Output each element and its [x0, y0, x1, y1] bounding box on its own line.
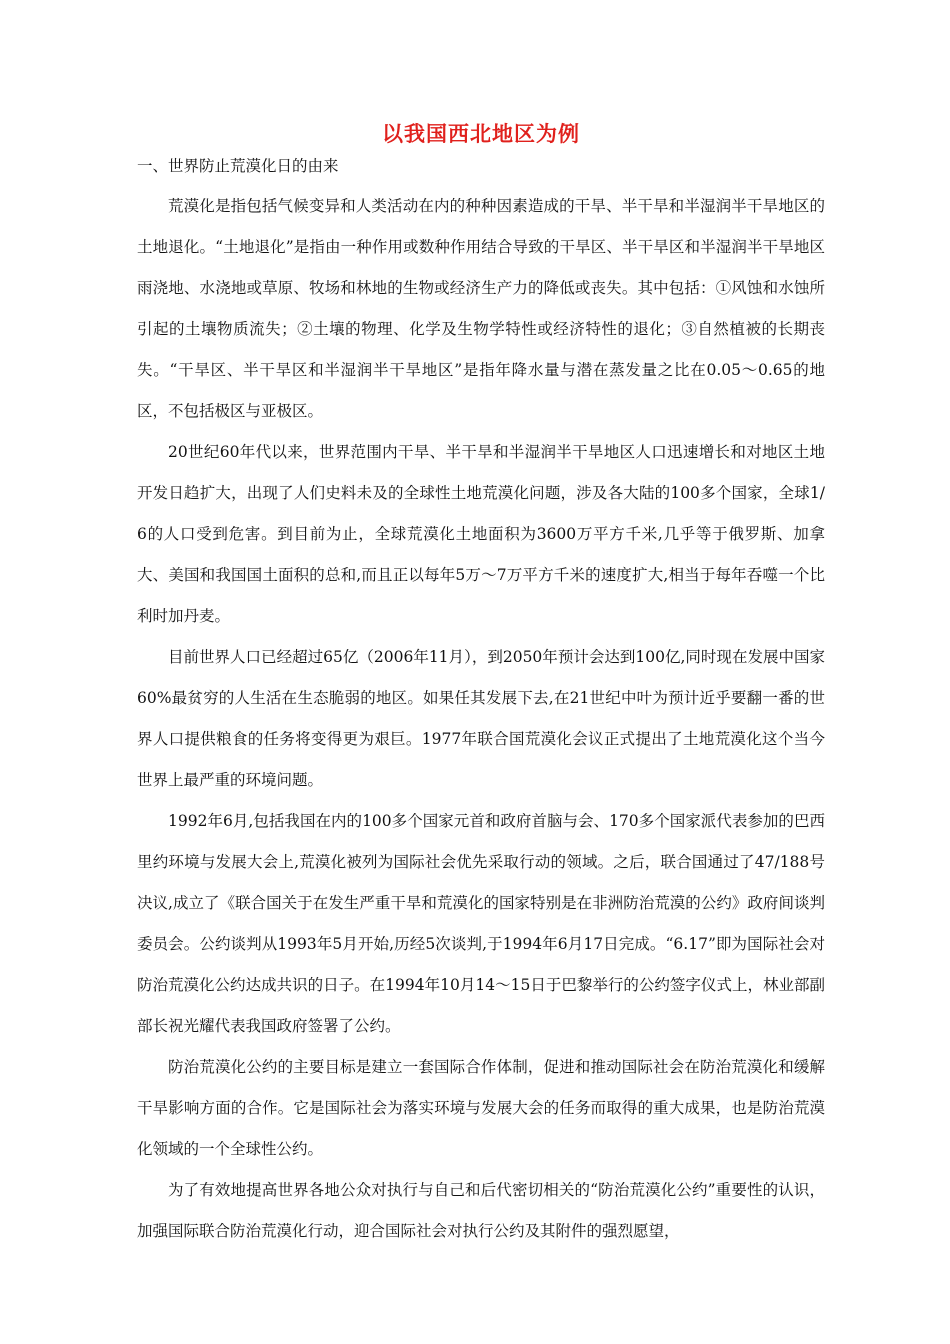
document-body — [137, 118, 825, 1252]
paragraph-4: 1992年6月,包括我国在内的100多个国家元首和政府首脑与会、170多个国家派代表参加的巴西里约环境与发展大会上,荒漠化被列为国际社会优先采取行动的领域。之后，联合国通过了47/188号决议,成立了《联合国关于在发生严重干旱和荒漠化的国家特别是在非洲防治荒漠的公约》政府间谈判委员会。公约谈判从1993年5月开始,历经5次谈判,于1994年6月17日完成。“6.17”即为国际社会对防治荒漠化公约达成共识的日子。在1994年10月14～15日于巴黎举行的公约签字仪式上，林业部副部长祝光耀代表我国政府签署了公约。 — [137, 812, 825, 1035]
paragraph-3: 目前世界人口已经超过65亿（2006年11月），到2050年预计会达到100亿,同时现在发展中国家60%最贫穷的人生活在生态脆弱的地区。如果任其发展下去,在21世纪中叶为预计近乎要翻一番的世界人口提供粮食的任务将变得更为艰巨。1977年联合国荒漠化会议正式提出了土地荒漠化这个当今世界上最严重的环境问题。 — [137, 648, 825, 789]
paragraph-1: 荒漠化是指包括气候变异和人类活动在内的种种因素造成的干旱、半干旱和半湿润半干旱地区的土地退化。“土地退化”是指由一种作用或数种作用结合导致的干旱区、半干旱区和半湿润半干旱地区雨浇地、水浇地或草原、牧场和林地的生物或经济生产力的降低或丧失。其中包括：①风蚀和水蚀所引起的土壤物质流失；②土壤的物理、化学及生物学特性或经济特性的退化；③自然植被的长期丧失。“干旱区、半干旱区和半湿润半干旱地区”是指年降水量与潜在蒸发量之比在0.05～0.65的地区，不包括极区与亚极区。 — [137, 197, 825, 420]
paragraph-6: 为了有效地提高世界各地公众对执行与自己和后代密切相关的“防治荒漠化公约”重要性的认识，加强国际联合防治荒漠化行动，迎合国际社会对执行公约及其附件的强烈愿望， — [137, 1181, 825, 1240]
document-title: 以我国西北地区为例 — [382, 121, 580, 146]
paragraph-5: 防治荒漠化公约的主要目标是建立一套国际合作体制，促进和推动国际社会在防治荒漠化和缓解干旱影响方面的合作。它是国际社会为落实环境与发展大会的任务而取得的重大成果，也是防治荒漠化领域的一个全球性公约。 — [137, 1058, 825, 1158]
paragraph-2: 20世纪60年代以来，世界范围内干旱、半干旱和半湿润半干旱地区人口迅速增长和对地区土地开发日趋扩大，出现了人们史料未及的全球性土地荒漠化问题，涉及各大陆的100多个国家，全球1/6的人口受到危害。到目前为止，全球荒漠化土地面积为3600万平方千米,几乎等于俄罗斯、加拿大、美国和我国国土面积的总和,而且正以每年5万～7万平方千米的速度扩大,相当于每年吞噬一个比利时加丹麦。 — [137, 443, 825, 625]
section-heading: 一、世界防止荒漠化日的由来 — [137, 157, 339, 175]
